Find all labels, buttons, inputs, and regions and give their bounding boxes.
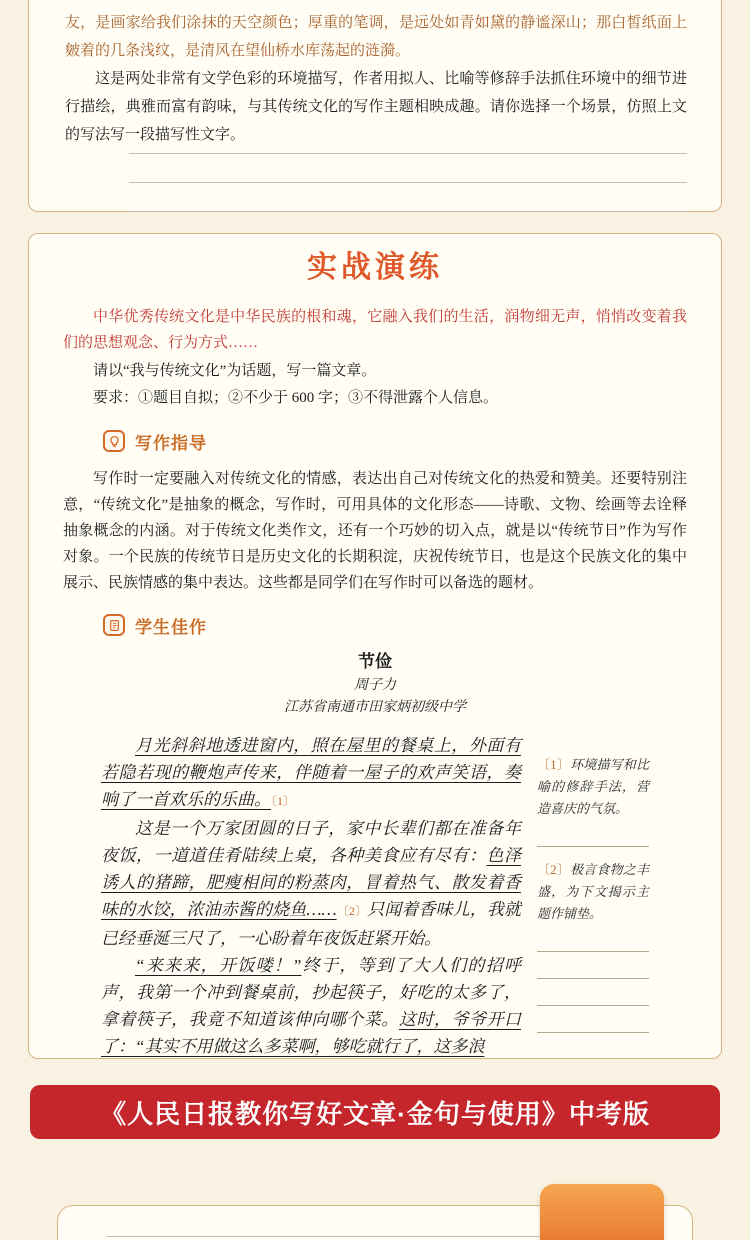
note-text: 极言食物之丰盛，为下文揭示主题作铺垫。 [537, 862, 649, 921]
commentary-text: 这是两处非常有文学色彩的环境描写，作者用拟人、比喻等修辞手法抓住环境中的细节进行描绘，典雅而富有韵味，与其传统文化的写作主题相映成趣。请你选择一个场景，仿照上文的写法写一段描写性文字。 [65, 71, 687, 143]
essay-text: 月光斜斜地透进窗内，照在屋里的餐桌上，外面有若隐若现的鞭炮声传来，伴随着一屋子的欢声笑语，奏响了一首欢乐的乐曲。 [101, 736, 521, 809]
book-title-banner [30, 1085, 720, 1139]
prompt-quote: 中华优秀传统文化是中华民族的根和魂，它融入我们的生活，润物细无声，悄悄改变着我们的思想观念、行为方式…… [63, 309, 687, 351]
document-icon [103, 614, 125, 636]
note-writing-line [537, 1005, 649, 1006]
essay-text: “来来来，开饭喽！” [135, 956, 302, 975]
essay-text: 色泽诱人的猪蹄，肥瘦相间的粉蒸肉，冒着热气、散发着香味的水饺，浓油赤酱的烧鱼…… [101, 846, 522, 919]
writing-lines-area [129, 153, 687, 212]
note-writing-line [537, 1032, 649, 1033]
note-writing-line [537, 846, 649, 847]
guide-heading-label: 写作指导 [135, 433, 207, 453]
lightbulb-icon [103, 430, 125, 452]
essay-text: 这是一个万家团圆的日子，家中长辈们都在准备年夜饭，一道道佳肴陆续上桌，各种美食应有尽有： [101, 819, 521, 865]
margin-notes [537, 732, 649, 1059]
writing-line [129, 182, 687, 183]
practice-box [28, 233, 722, 1059]
book-title-text: 《人民日报教你写好文章·金句与使用》中考版 [100, 1098, 650, 1129]
essay-body [101, 732, 521, 1059]
model-text: 友，是画家给我们涂抹的天空颜色；厚重的笔调，是远处如青如黛的静谧深山；那白皙纸面上皴着的几条浅纹，是清风在望仙桥水库荡起的涟漪。 [65, 15, 687, 59]
sample-heading-label: 学生佳作 [135, 617, 207, 637]
guide-body: 写作时一定要融入对传统文化的情感，表达出自己对传统文化的热爱和赞美。还要特别注意，“传统文化”是抽象的概念，写作时，可用具体的文化形态——诗歌、文物、绘画等去诠释抽象概念的内涵。对于传统文化类作文，还有一个巧妙的切入点，就是以“传统节日”作为写作对象。一个民族的传统节日是历史文化的长期积淀，庆祝传统节日，也是这个民族文化的集中展示、民族情感的集中表达。这些都是同学们在写作时可以备选的题材。 [63, 471, 687, 591]
essay-paragraph [101, 815, 521, 952]
essay-paragraph [101, 952, 521, 1059]
essay-text: 只闻着香味儿，我就已经垂涎三尺了，一心盼着年夜饭赶紧开始。 [101, 900, 521, 948]
margin-note [537, 859, 649, 925]
essay-author: 周子力 [354, 678, 396, 693]
note-text: 环境描写和比喻的修辞手法，营造喜庆的气氛。 [537, 757, 649, 816]
decorative-badge [540, 1184, 664, 1240]
guide-heading [103, 428, 687, 454]
note-number: 〔1〕 [537, 757, 571, 772]
note-number: 〔2〕 [537, 862, 571, 877]
exercise-box [28, 0, 722, 212]
note-writing-line [537, 978, 649, 979]
essay-text: 这时，爷爷开口了：“其实不用做这么多菜啊，够吃就行了，这多浪 [101, 1010, 522, 1056]
essay-area [101, 732, 649, 1059]
task-line: 请以“我与传统文化”为话题，写一篇文章。 [93, 363, 377, 379]
section-title: 实战演练 [307, 251, 443, 284]
requirements-line: 要求：①题目自拟；②不少于 600 字；③不得泄露个人信息。 [93, 390, 499, 406]
sample-heading [103, 612, 687, 638]
margin-note [537, 754, 649, 820]
note-ref-marker: 〔2〕 [336, 904, 368, 918]
note-ref-marker: 〔1〕 [271, 794, 296, 808]
essay-school: 江苏省南通市田家炳初级中学 [284, 700, 466, 715]
essay-text: 终于，等到了大人们的招呼声，我第一个冲到餐桌前，抄起筷子，好吃的太多了，拿着筷子，我竟不知道该伸向哪个菜。 [101, 956, 521, 1029]
writing-line [129, 211, 687, 212]
note-writing-line [537, 951, 649, 952]
essay-paragraph [101, 732, 521, 815]
writing-line [129, 153, 687, 154]
essay-title: 节俭 [358, 652, 392, 671]
